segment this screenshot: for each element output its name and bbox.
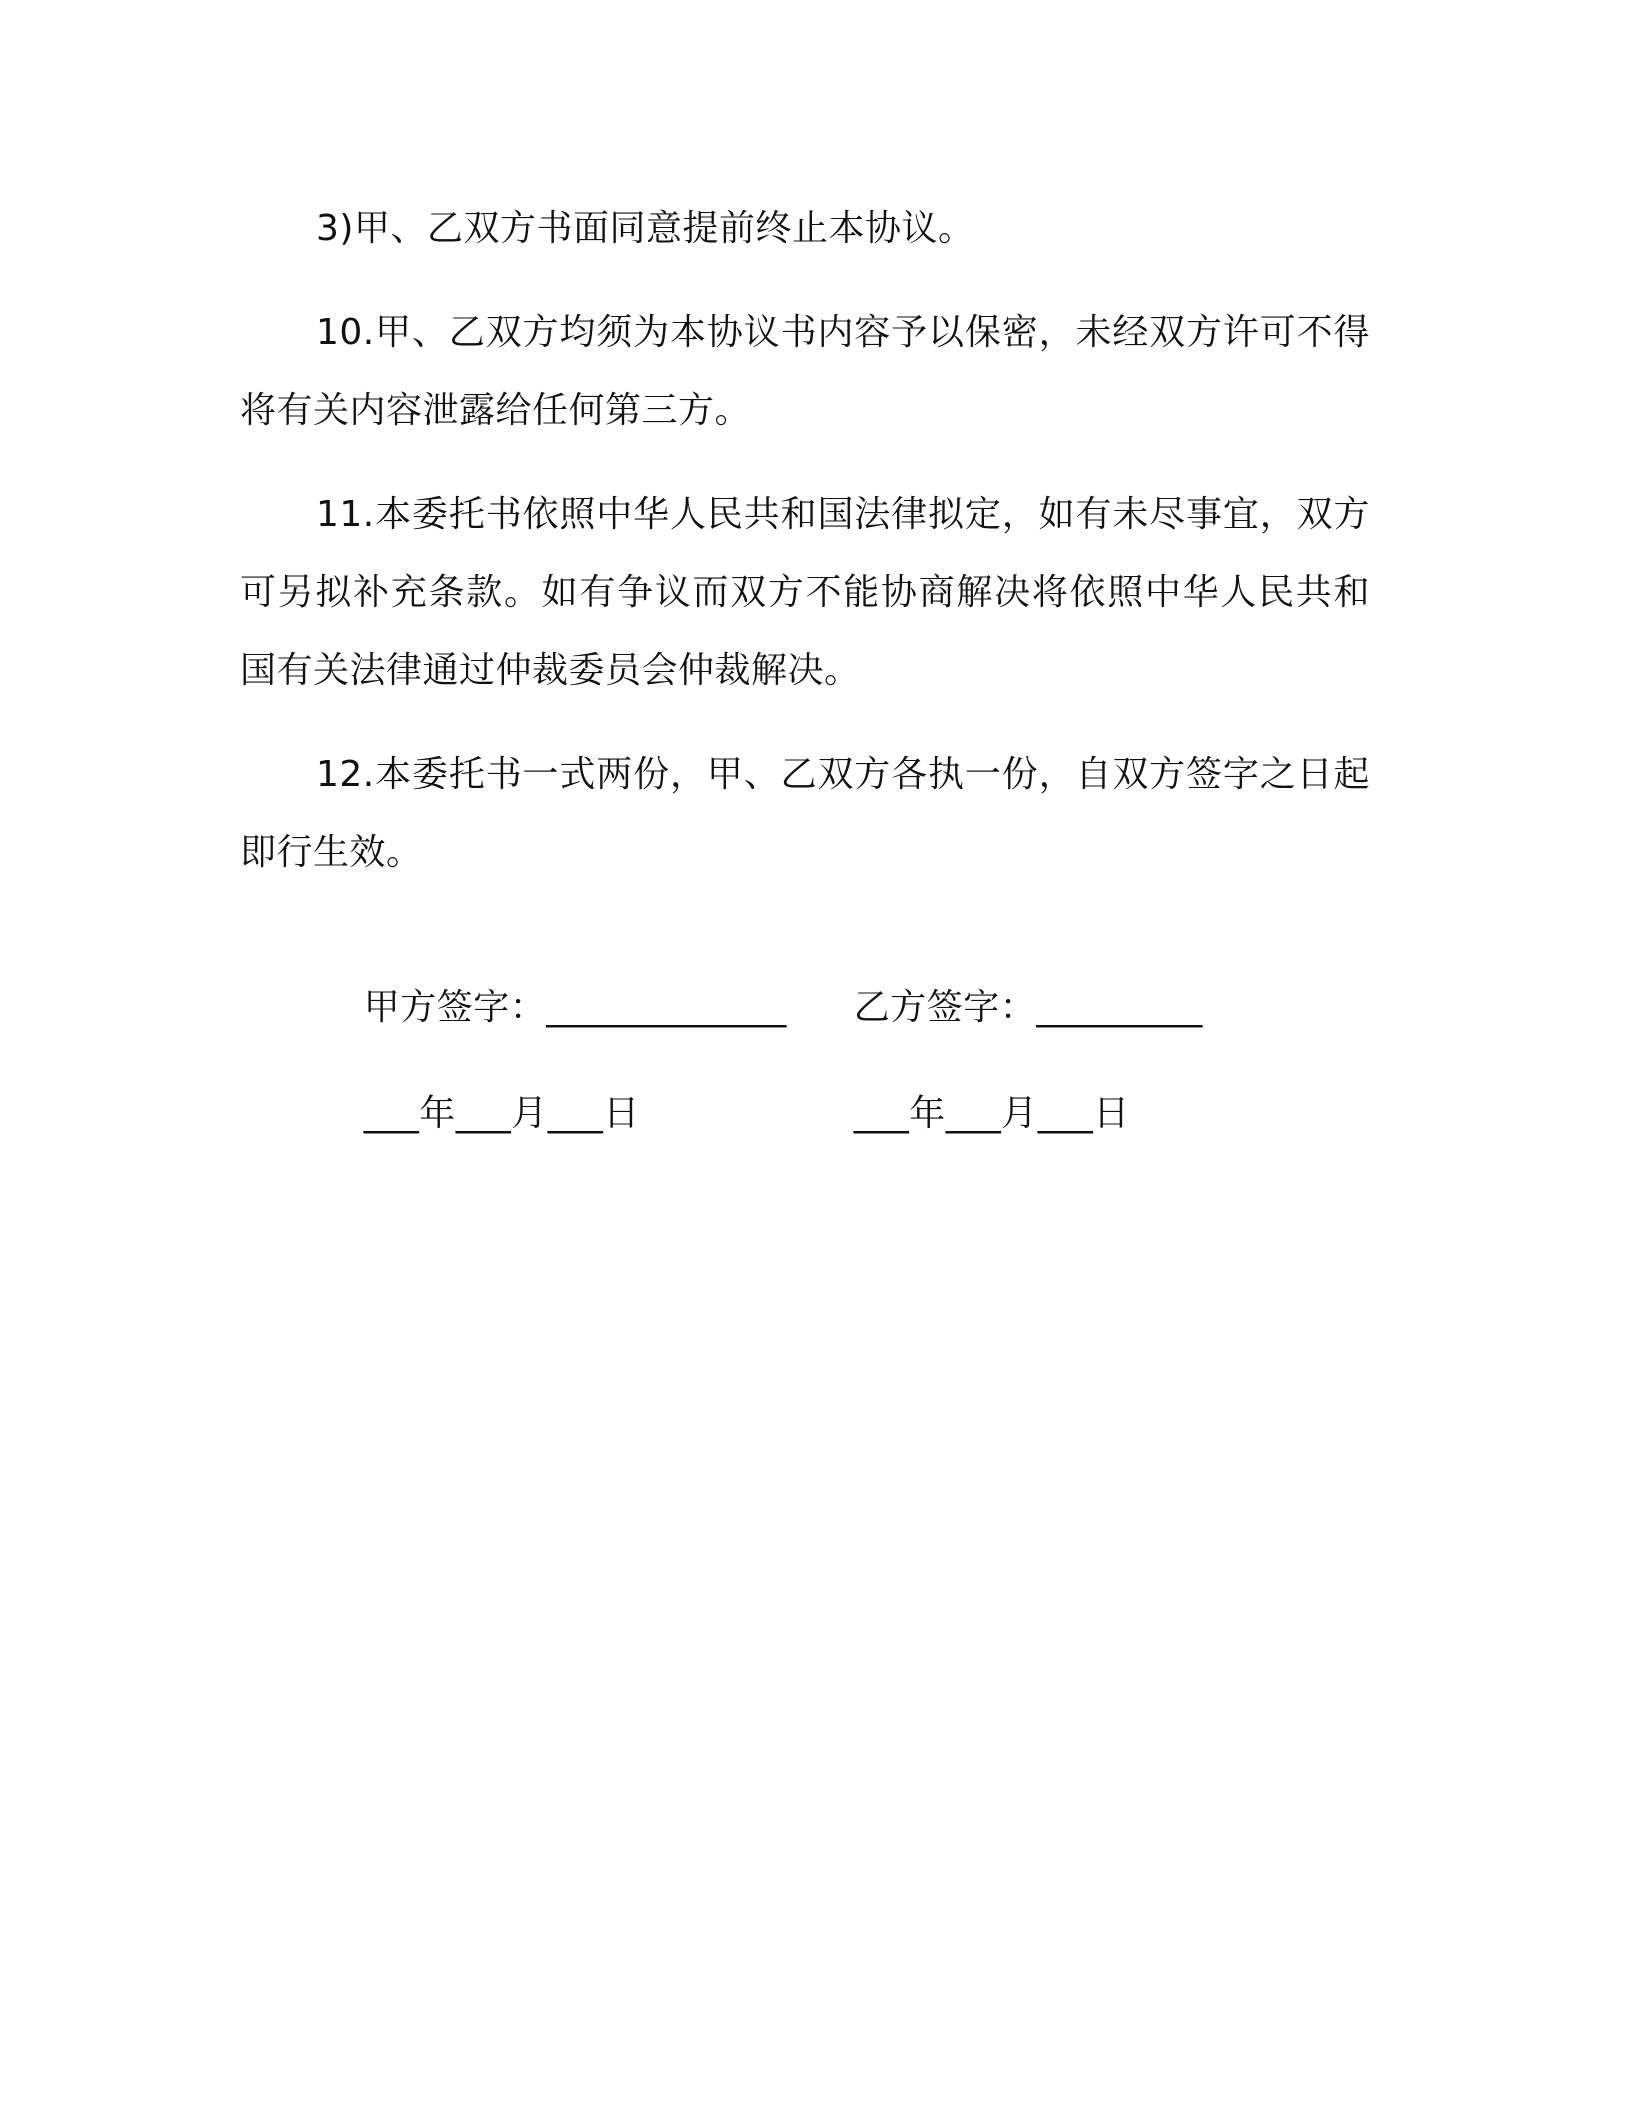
date-row (316, 1024, 1130, 1204)
clause-governing-law: 11.本委托书依照中华人民共和国法律拟定，如有未尽事宜，双方可另拟补充条款。如有争议而双方不能协商解决将依照中华人民共和国有关法律通过仲裁委员会仲裁解决。 (240, 494, 1370, 691)
clause-confidentiality: 10.甲、乙双方均须为本协议书内容予以保密，未经双方许可不得将有关内容泄露给任何第三方。 (240, 312, 1370, 431)
party-b-signature-line: 乙方签字：_________ (853, 987, 1203, 1028)
party-a-date-line: ___年___月___日 (363, 1093, 640, 1134)
clause-effectiveness: 12.本委托书一式两份，甲、乙双方各执一份，自双方签字之日起即行生效。 (240, 754, 1370, 873)
party-b-date-line: ___年___月___日 (853, 1093, 1130, 1134)
party-a-signature-line: 甲方签字：_____________ (363, 987, 787, 1028)
document-body (240, 190, 1370, 918)
clause-termination: 3)甲、乙双方书面同意提前终止本协议。 (316, 208, 975, 249)
